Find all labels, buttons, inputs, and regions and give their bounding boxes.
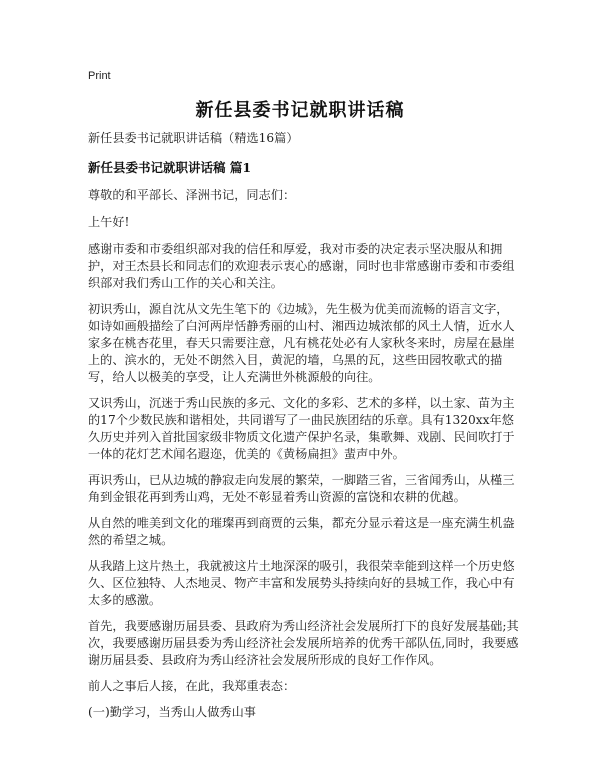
print-label: Print — [88, 70, 111, 82]
paragraph: 首先，我要感谢历届县委、县政府为秀山经济社会发展所打下的良好发展基础;其次，我要感谢历届县委为秀山经济社会发展所培养的优秀干部队伍,同时，我要感谢历届县委、县政府为秀山经济社会发展所形成的良好工作作风。 — [88, 619, 519, 667]
paragraph: (一)勤学习，当秀山人做秀山事 — [88, 705, 256, 719]
greeting: 上午好! — [88, 215, 130, 229]
document-title: 新任县委书记就职讲话稿 — [195, 100, 405, 121]
document-body — [88, 130, 520, 730]
paragraph: 感谢市委和市委组织部对我的信任和厚爱，我对市委的决定表示坚决服从和拥护，对王杰县长和同志们的欢迎表示衷心的感谢，同时也非常感谢市委和市委组织部对我们秀山工作的关心和关注。 — [88, 242, 515, 290]
document-subtitle: 新任县委书记就职讲话稿（精选16篇） — [88, 131, 299, 145]
paragraph: 前人之事后人接，在此，我郑重表态： — [88, 679, 296, 693]
paragraph: 又识秀山，沉迷于秀山民族的多元、文化的多彩、艺术的多样，以土家、苗为主的17个少数民族和谐相处，共同谱写了一曲民族团结的乐章。具有1320xx年悠久历史并列入首批国家级非物质文化遗产保护名录，集歌舞、戏剧、民间吹打于一体的花灯艺术闻名遐迩，优美的《黄杨扁担》蜚声中外。 — [88, 396, 515, 461]
section-heading: 新任县委书记就职讲话稿 篇1 — [88, 160, 252, 175]
paragraph: 初识秀山，源自沈从文先生笔下的《边城》，先生极为优美而流畅的语言文字，如诗如画般描绘了白河两岸恬静秀丽的山村、湘西边城浓郁的风土人情，近水人家多在桃杏花里，春天只需要注意，凡有桃花处必有人家秋冬来时，房屋在悬崖上的、滨水的，无处不朗然入目，黄泥的墙，乌黑的瓦，这些田园牧歌式的描写，给人以极美的享受，让人充满世外桃源般的向往。 — [88, 302, 515, 384]
paragraph: 再识秀山，已从边城的静寂走向发展的繁荣，一脚踏三省，三省闻秀山，从槿三角到金银花再到秀山鸡，无处不彰显着秀山资源的富饶和农耕的优越。 — [88, 473, 515, 504]
salutation: 尊敬的和平部长、泽洲书记，同志们： — [88, 188, 296, 202]
paragraph: 从我踏上这片热土，我就被这片土地深深的吸引，我很荣幸能到这样一个历史悠久、区位独特、人杰地灵、物产丰富和发展势头持续向好的县城工作，我心中有太多的感激。 — [88, 559, 515, 607]
paragraph: 从自然的唯美到文化的璀璨再到商贾的云集，都充分显示着这是一座充满生机盎然的希望之城。 — [88, 516, 515, 547]
